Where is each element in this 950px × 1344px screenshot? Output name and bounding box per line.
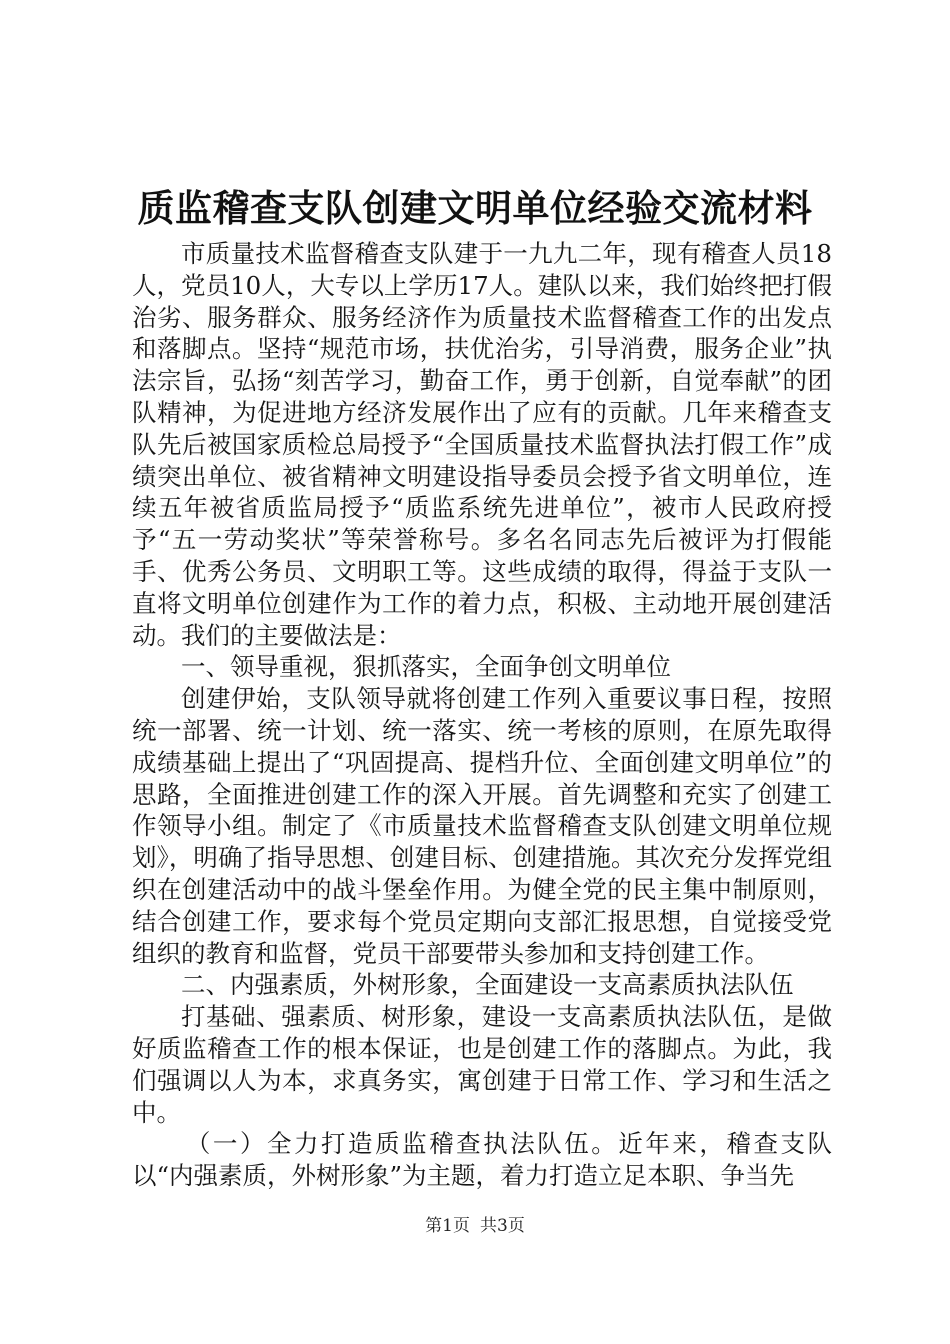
document-body: [132, 238, 832, 1192]
section-heading-1: 一、领导重视，狠抓落实，全面争创文明单位: [181, 652, 671, 682]
paragraph-section-1: 创建伊始，支队领导就将创建工作列入重要议事日程，按照统一部署、统一计划、统一落实、统一考核的原则，在原先取得成绩基础上提出了“巩固提高、提档升位、全面创建文明单位”的思路，全面推进创建工作的深入开展。首先调整和充实了创建工作领导小组。制定了《市质量技术监督稽查支队创建文明单位规划》，明确了指导思想、创建目标、创建措施。其次充分发挥党组织在创建活动中的战斗堡垒作用。为健全党的民主集中制原则，结合创建工作，要求每个党员定期向支部汇报思想，自觉接受党组织的教育和监督，党员干部要带头参加和支持创建工作。: [132, 684, 832, 968]
page-number: 第1页: [425, 1216, 470, 1236]
page-footer: [0, 1214, 950, 1238]
paragraph-section-2: 打基础、强素质、树形象，建设一支高素质执法队伍，是做好质监稽查工作的根本保证，也是创建工作的落脚点。为此，我们强调以人为本，求真务实，寓创建于日常工作、学习和生活之中。: [132, 1002, 832, 1127]
paragraph-subsection-1: （一）全力打造质监稽查执法队伍。近年来，稽查支队以“内强素质，外树形象”为主题，着力打造立足本职、争当先: [132, 1129, 832, 1191]
page-total: 共3页: [480, 1216, 525, 1236]
document-title: 质监稽查支队创建文明单位经验交流材料: [137, 187, 813, 230]
paragraph-intro: 市质量技术监督稽查支队建于一九九二年，现有稽查人员18人，党员10人，大专以上学历17人。建队以来，我们始终把打假治劣、服务群众、服务经济作为质量技术监督稽查工作的出发点和落脚点。坚持“规范市场，扶优治劣，引导消费，服务企业”执法宗旨，弘扬“刻苦学习，勤奋工作，勇于创新，自觉奉献”的团队精神，为促进地方经济发展作出了应有的贡献。几年来稽查支队先后被国家质检总局授予“全国质量技术监督执法打假工作”成绩突出单位、被省精神文明建设指导委员会授予省文明单位，连续五年被省质监局授予“质监系统先进单位”，被市人民政府授予“五一劳动奖状”等荣誉称号。多名名同志先后被评为打假能手、优秀公务员、文明职工等。这些成绩的取得，得益于支队一直将文明单位创建作为工作的着力点，积极、主动地开展创建活动。我们的主要做法是：: [132, 239, 832, 650]
section-heading-2: 二、内强素质，外树形象，全面建设一支高素质执法队伍: [181, 970, 794, 1000]
